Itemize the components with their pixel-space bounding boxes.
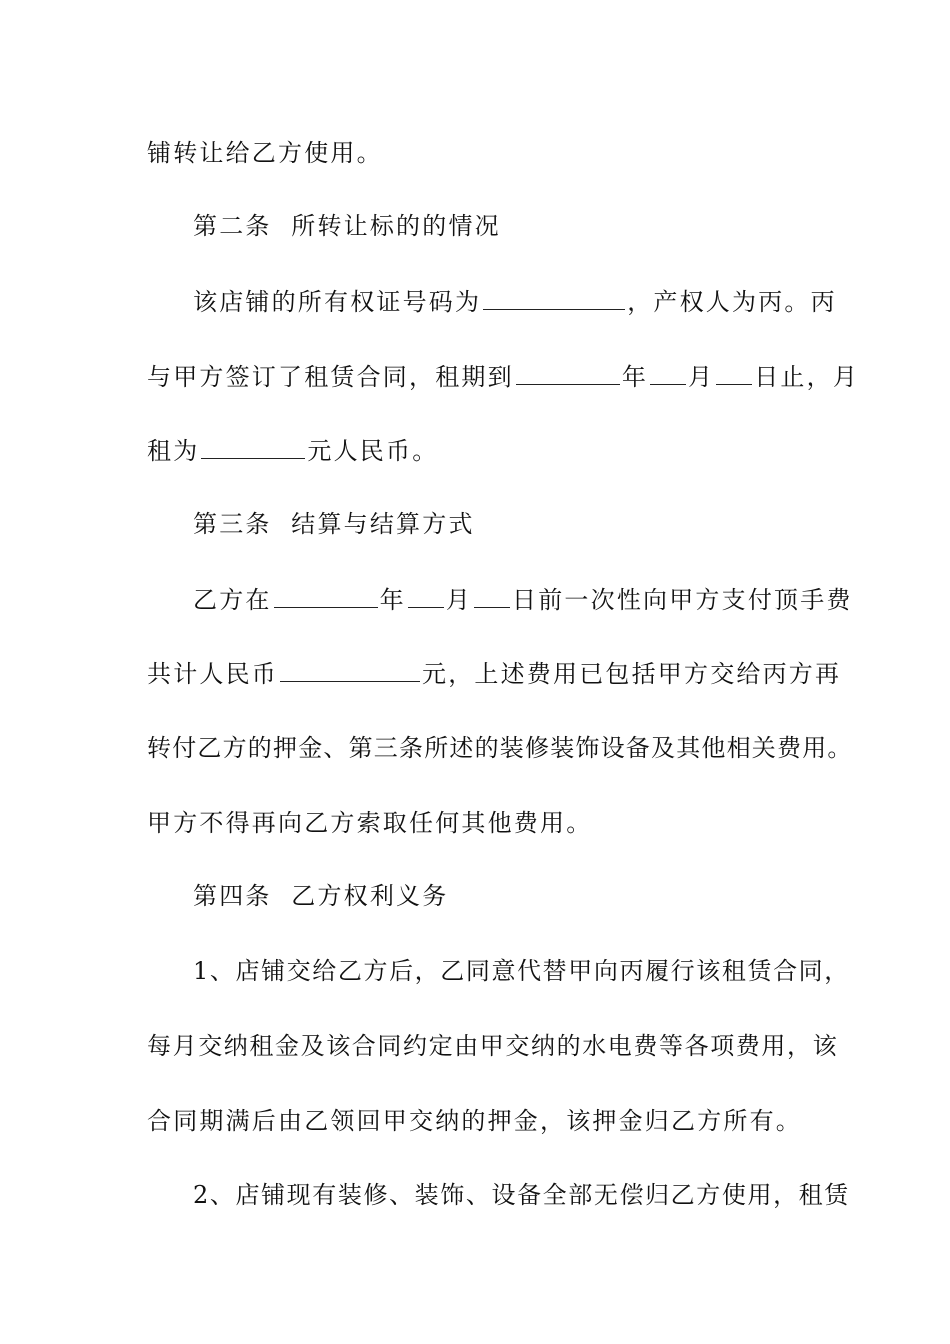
fill-in-blank	[650, 360, 686, 385]
text-segment: 甲方不得再向乙方索取任何其他费用。	[147, 809, 593, 837]
text-segment: 月	[445, 586, 473, 614]
fill-in-blank	[408, 583, 444, 608]
paragraph-line	[0, 1030, 950, 1062]
text-segment: 月	[688, 363, 715, 391]
text-segment: 第二条 所转让标的的情况	[193, 212, 501, 240]
paragraph-line	[0, 360, 950, 393]
text-segment: 年	[621, 363, 649, 391]
text-segment: 铺转让给乙方使用。	[147, 139, 383, 167]
fill-in-blank	[274, 583, 378, 608]
text-segment: 2、店铺现有装修、装饰、设备全部无偿归乙方使用，租赁	[193, 1181, 850, 1209]
text-segment: 第四条 乙方权利义务	[193, 882, 449, 910]
article-heading	[0, 210, 950, 242]
text-segment: 与甲方签订了租赁合同，租期到	[147, 363, 514, 391]
paragraph-line	[0, 434, 950, 467]
paragraph-line	[0, 285, 950, 318]
text-segment: 年	[379, 586, 406, 614]
fill-in-blank	[483, 285, 625, 310]
paragraph-line	[0, 657, 950, 690]
text-segment: 1、店铺交给乙方后，乙同意代替甲向丙履行该租赁合同，	[193, 957, 850, 985]
article-heading	[0, 508, 950, 540]
text-segment: 该店铺的所有权证号码为	[193, 288, 482, 316]
text-segment: 每月交纳租金及该合同约定由甲交纳的水电费等各项费用，该	[147, 1032, 839, 1060]
fill-in-blank	[716, 360, 752, 385]
paragraph-line	[0, 583, 950, 616]
text-segment: 日止，月	[754, 363, 860, 391]
fill-in-blank	[201, 434, 305, 459]
paragraph-line	[0, 137, 950, 169]
article-heading	[0, 880, 950, 912]
paragraph-line	[0, 732, 950, 764]
text-segment: 租为	[147, 437, 200, 465]
text-segment: ，产权人为丙。丙	[627, 288, 837, 316]
text-segment: 乙方在	[193, 586, 272, 614]
fill-in-blank	[516, 360, 620, 385]
text-segment: 日前一次性向甲方支付顶手费	[512, 586, 853, 614]
text-segment: 元人民币。	[307, 437, 439, 465]
text-segment: 共计人民币	[147, 660, 278, 688]
paragraph-line	[0, 955, 950, 987]
paragraph-line	[0, 1179, 950, 1211]
text-segment: 元，上述费用已包括甲方交给丙方再	[422, 660, 842, 688]
fill-in-blank	[474, 583, 510, 608]
fill-in-blank	[280, 657, 420, 682]
paragraph-line	[0, 807, 950, 839]
text-segment: 第三条 结算与结算方式	[193, 510, 475, 538]
paragraph-line	[0, 1105, 950, 1137]
text-segment: 合同期满后由乙领回甲交纳的押金，该押金归乙方所有。	[147, 1107, 802, 1135]
text-segment: 转付乙方的押金、第三条所述的装修装饰设备及其他相关费用。	[147, 734, 853, 762]
